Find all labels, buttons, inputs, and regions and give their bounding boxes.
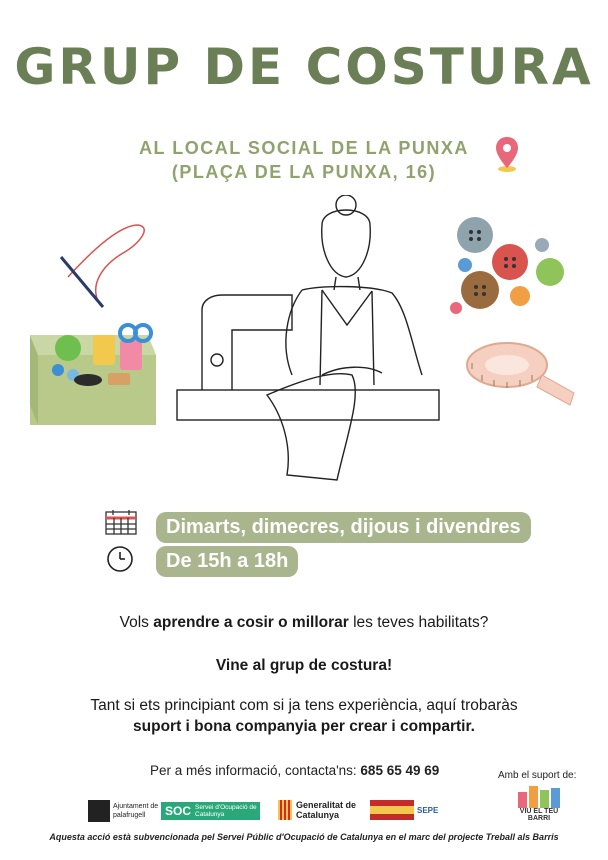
poster-title: GRUP DE COSTURA [14, 38, 594, 96]
woman-sewing-illustration [172, 195, 444, 485]
question-text: Vols aprendre a cosir o millorar les teves habilitats? [119, 614, 489, 631]
location-line-1: AL LOCAL SOCIAL DE LA PUNXA [139, 138, 469, 158]
sewing-box-illustration [28, 215, 163, 430]
days-pill: Dimarts, dimecres, dijous i divendres [156, 512, 531, 543]
generalitat-logo: Generalitat de Catalunya [278, 800, 368, 820]
contact-info: Per a més informació, contacta'ns: 685 65 49 69 [150, 763, 440, 778]
measuring-tape-illustration [462, 335, 577, 410]
support-label: Amb el suport de: [498, 770, 577, 781]
buttons-illustration [450, 210, 575, 320]
phone-number: 685 65 49 69 [360, 763, 440, 778]
hours-pill: De 15h a 18h [156, 546, 298, 577]
calendar-icon [104, 508, 138, 536]
palafrugell-logo: Ajuntament de palafrugell [88, 800, 163, 822]
footer-note: Aquesta acció està subvencionada pel Servei Públic d'Ocupació de Catalunya en el marc del projecte Treball als Barris [49, 832, 559, 842]
clock-icon [106, 545, 134, 573]
experience-bold-text: suport i bona companyia per crear i compartir. [133, 718, 475, 735]
experience-text: Tant si ets principiant com si ja tens experiència, aquí trobaràs [90, 697, 518, 714]
sepe-logo: SEPE [370, 800, 438, 820]
invite-text: Vine al grup de costura! [215, 657, 393, 674]
viu-el-teu-barri-logo: VIU EL TEU BARRI [512, 786, 566, 822]
location-pin-icon [494, 135, 520, 175]
location-line-2: (PLAÇA DE LA PUNXA, 16) [171, 162, 437, 182]
soc-logo: SOC Servei d'Ocupació de Catalunya [161, 802, 260, 820]
